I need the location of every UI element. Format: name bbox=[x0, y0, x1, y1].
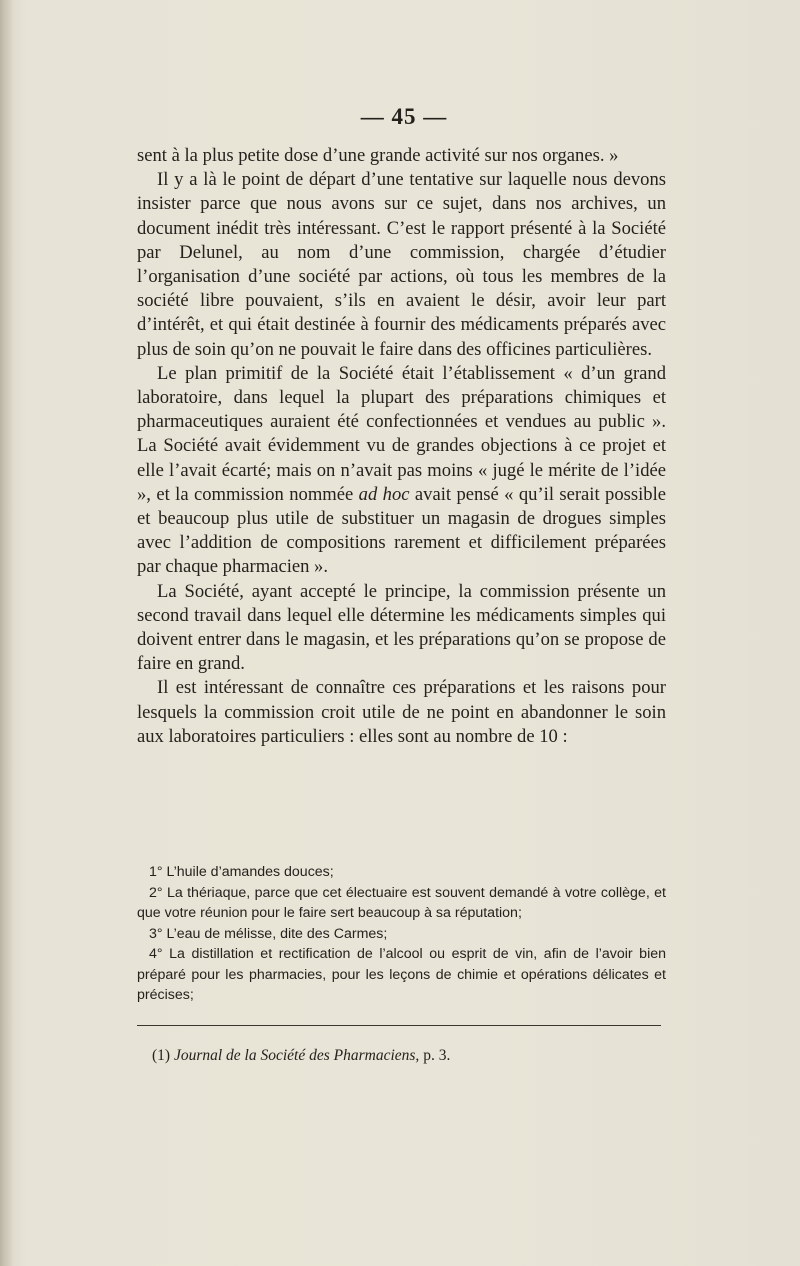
latin-phrase-ad-hoc: ad hoc bbox=[358, 483, 410, 505]
page-number: — 45 — bbox=[360, 104, 448, 129]
main-text bbox=[137, 144, 666, 749]
list-item: 2° La thériaque, parce que cet électuaire est souvent demandé à votre collège, et que votre réunion pour le faire sert beaucoup à sa réputation; bbox=[137, 884, 666, 921]
paragraph-plan-text-a: Le plan primitif de la Société était l’établissement « d’un grand laboratoire, dans lequel la plupart des préparations chimiques et pharmaceutiques auraient été confectionnées et vendues au public ». La Société avait évidemment vu de grandes objections à ce projet et elle l’avait écarté; mais on n’avait pas moins « jugé le mérite de l’idée », et la commission nommée bbox=[137, 362, 666, 505]
footnote-journal-title: Journal de la Société des Pharmaciens, bbox=[173, 1047, 420, 1064]
list-item: 1° L’huile d’amandes douces; bbox=[149, 864, 334, 880]
paragraph-plan-primitif bbox=[137, 362, 666, 580]
page-binding-edge bbox=[0, 0, 14, 1266]
preparations-list bbox=[137, 862, 666, 1006]
paragraph-tentative: Il y a là le point de départ d’une tentative sur laquelle nous devons insister parce que nous avons sur ce sujet, dans nos archives, un document inédit très intéressant. C’est le rapport présenté à la Société par Delunel, au nom d’une commission, chargée d’étudier l’organisation d’une société par actions, où tous les membres de la société libre pouvaient, s’ils en avaient le désir, avoir leur part d’intérêt, et qui était destinée à fournir des médicaments préparés avec plus de soin qu’on ne pouvait le faire dans des officines particulières. bbox=[137, 169, 666, 360]
list-item: 4° La distillation et rectification de l’alcool ou esprit de vin, afin de l’avoir bien préparé pour les pharmacies, pour les leçons de chimie et opérations délicates et précises; bbox=[137, 946, 666, 1003]
footnote-page-ref: p. 3. bbox=[423, 1047, 451, 1064]
paragraph-plan-text-b: avait pensé « qu’il serait possible et beaucoup plus utile de substituer un magasin de drogues simples avec l’addition de compositions rarement et difficilement préparées par chaque pharmacien ». bbox=[137, 483, 666, 578]
paragraph-second-travail: La Société, ayant accepté le principe, la commission présente un second travail dans lequel elle détermine les médicaments simples qui doivent entrer dans le magasin, et les préparations qu’on se propose de faire en grand. bbox=[137, 580, 666, 675]
footnote-divider bbox=[137, 1025, 661, 1026]
footnote-number: (1) bbox=[152, 1047, 171, 1064]
paragraph-preparations: Il est intéressant de connaître ces préparations et les raisons pour lesquels la commission croit utile de ne point en abandonner le soin aux laboratoires particuliers : elles sont au nombre de 10 : bbox=[137, 677, 666, 747]
paragraph-continuation: sent à la plus petite dose d’une grande activité sur nos organes. » bbox=[137, 145, 619, 166]
footnote bbox=[152, 1046, 450, 1066]
list-item: 3° L’eau de mélisse, dite des Carmes; bbox=[149, 925, 388, 942]
